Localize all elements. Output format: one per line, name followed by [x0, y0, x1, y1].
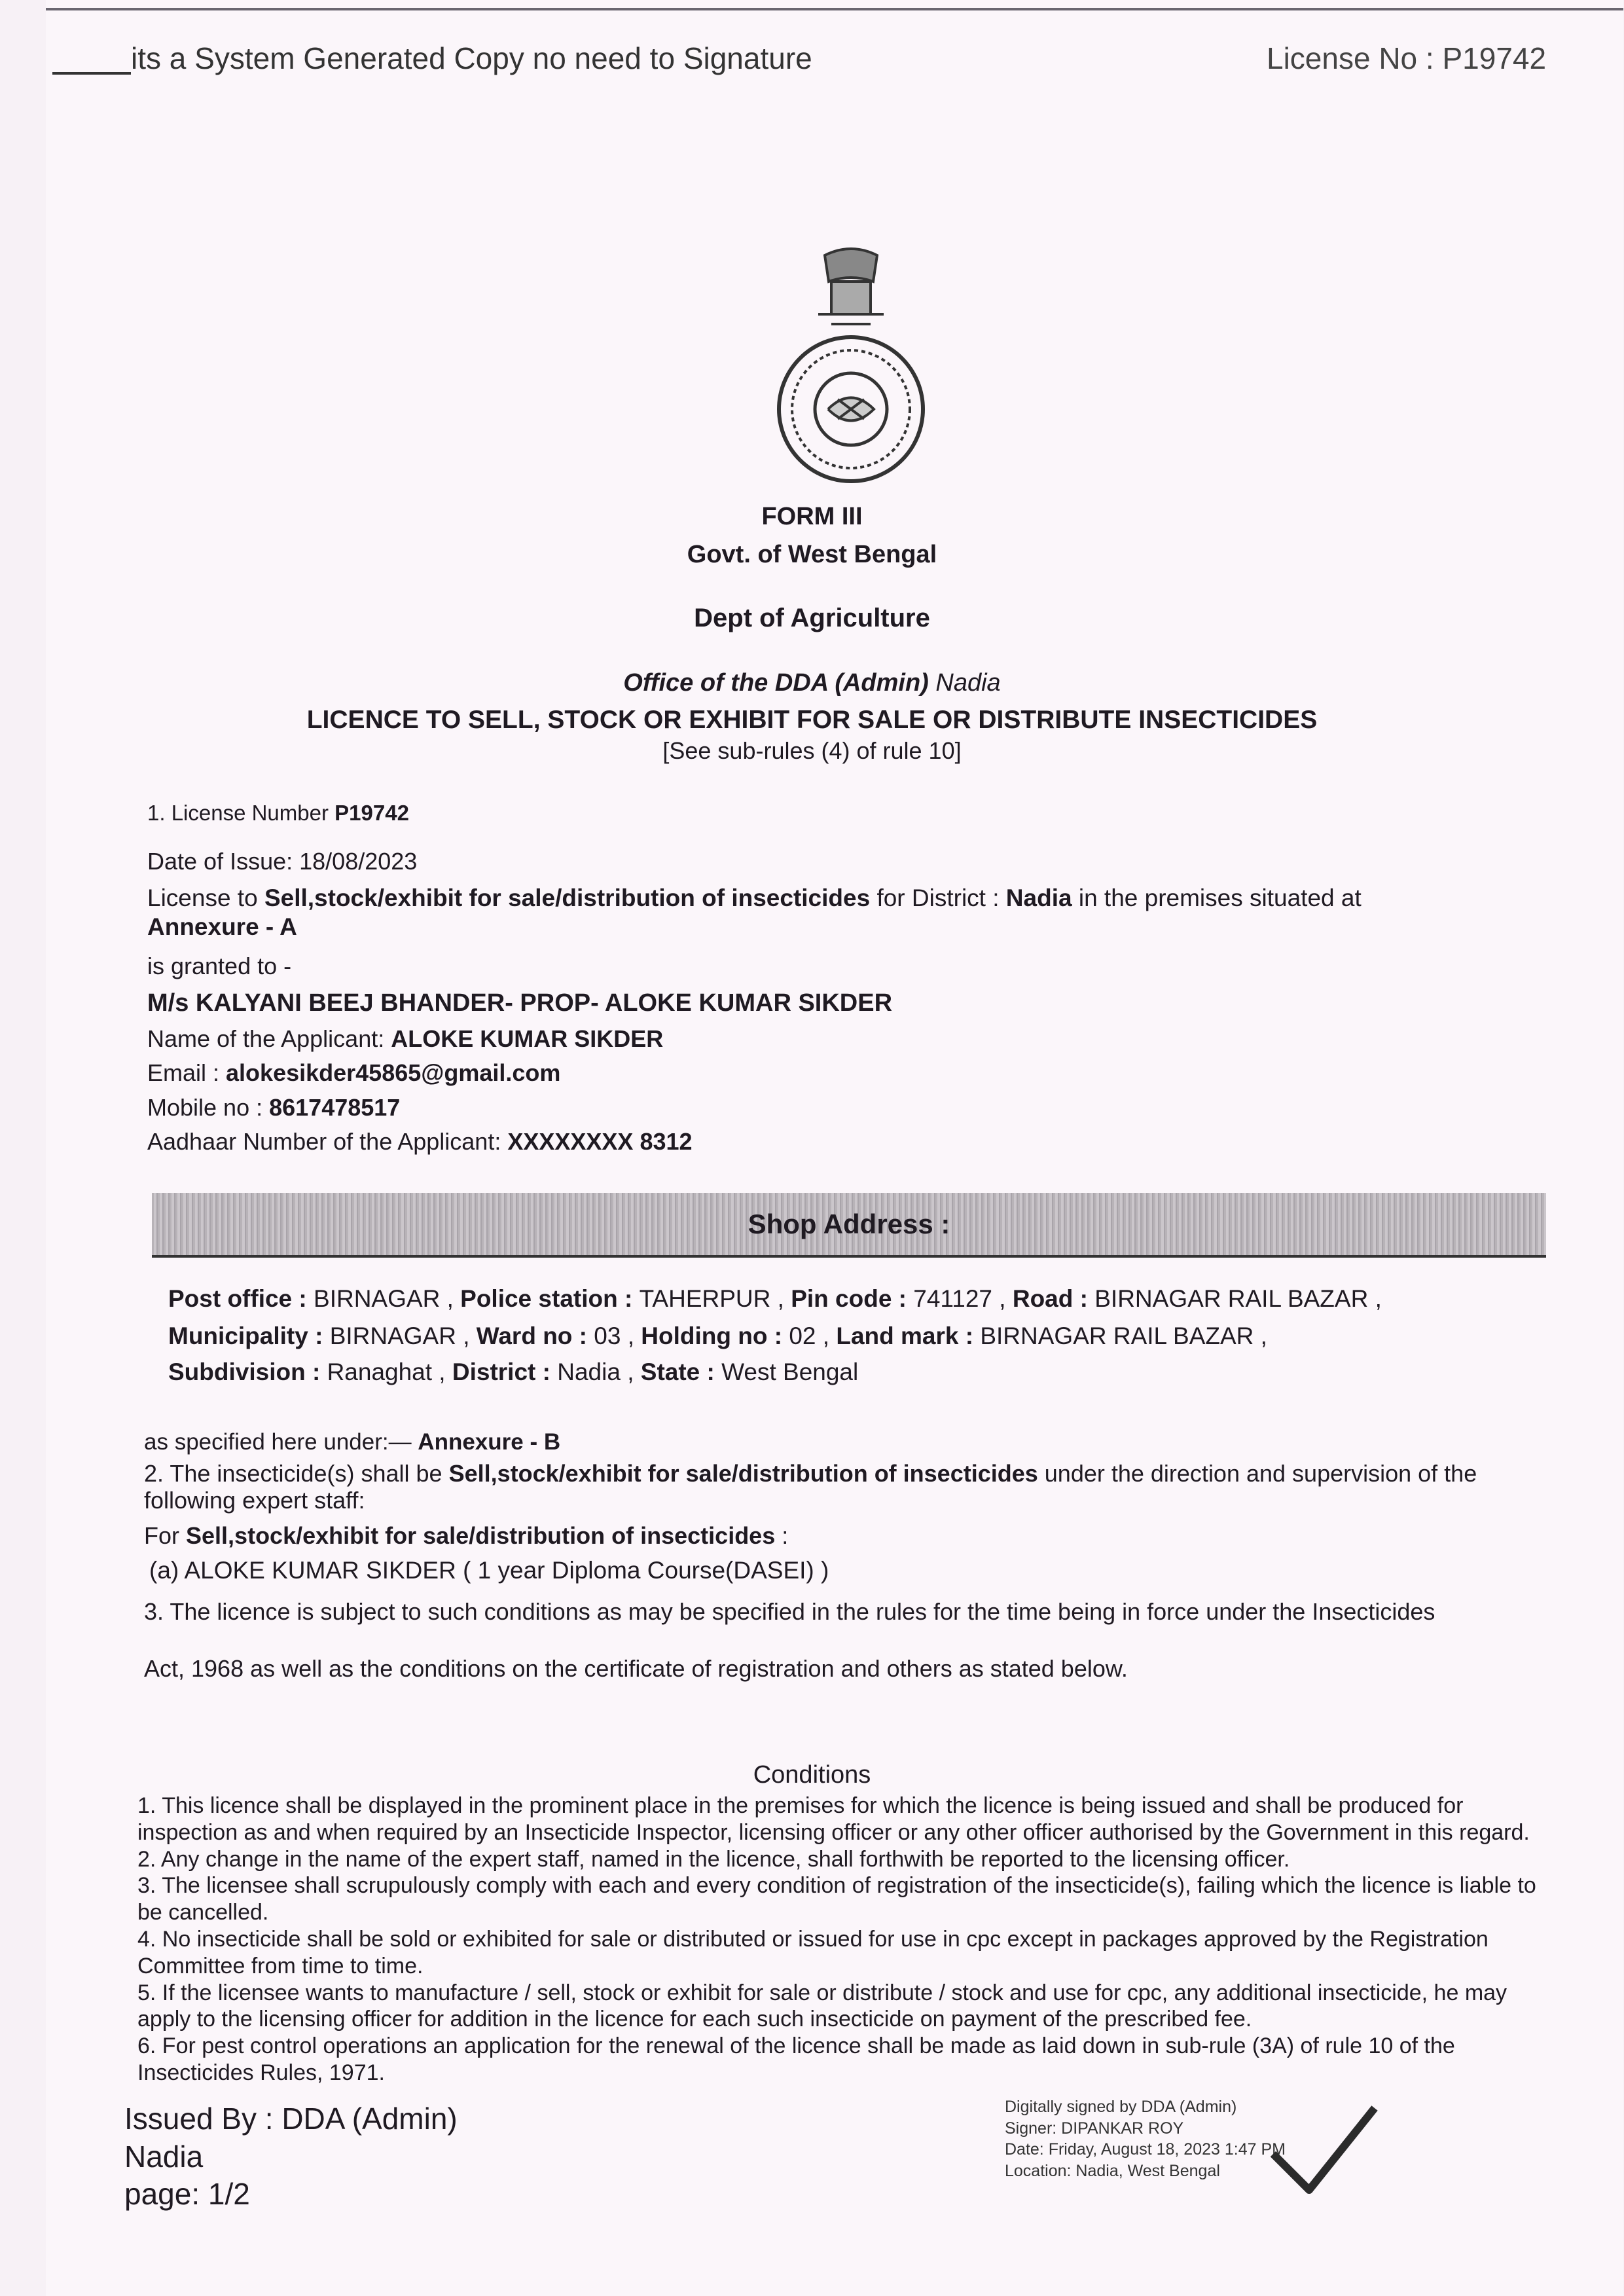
margin-dash: [52, 72, 131, 75]
conditions-title: Conditions: [753, 1761, 871, 1789]
for-activity-line: [144, 1522, 788, 1550]
subrule-ref: [See sub-rules (4) of rule 10]: [662, 737, 962, 764]
govt-name: Govt. of West Bengal: [687, 541, 937, 568]
police-label: Police station :: [460, 1285, 640, 1312]
condition-item: 1. This licence shall be displayed in the prominent place in the premises for which the licence is being issued and shall be produced for inspection as and when required by an Insecticide Inspector, licensing officer or any other officer authorised by the Government in this regard.: [137, 1793, 1530, 1845]
firm-name: [147, 989, 892, 1019]
address-line-3: Subdivision : Ranaghat , District : Nadia , State : West Bengal: [168, 1358, 859, 1385]
ward-value: 03: [594, 1322, 621, 1349]
form-title: FORM III: [761, 503, 863, 530]
clause-2-activity: Sell,stock/exhibit for sale/distribution of insecticides: [448, 1460, 1038, 1487]
condition-item: 2. Any change in the name of the expert staff, named in the licence, shall forthwith be reported to the licensing officer.: [137, 1846, 1290, 1872]
post-office-label: Post office :: [168, 1285, 314, 1312]
license-activity: Sell,stock/exhibit for sale/distribution of insecticides: [264, 884, 871, 911]
clause-2-prefix: 2. The insecticide(s) shall be: [144, 1460, 449, 1487]
pin-label: Pin code :: [791, 1285, 914, 1312]
landmark-value: BIRNAGAR RAIL BAZAR: [980, 1322, 1254, 1349]
premises-suffix: in the premises situated at: [1072, 884, 1362, 911]
district-label: District :: [452, 1358, 558, 1385]
specified-text: as specified here under:—: [144, 1429, 418, 1455]
issued-by: Issued By : DDA (Admin): [124, 2102, 458, 2136]
email-value: alokesikder45865@gmail.com: [226, 1059, 561, 1086]
clause-2-suffix: under the direction and supervision of the following expert staff:: [144, 1460, 1477, 1514]
signed-by: Digitally signed by DDA (Admin): [1005, 2098, 1237, 2116]
license-number-line: [147, 800, 409, 826]
signature-location: Location: Nadia, West Bengal: [1005, 2161, 1220, 2180]
header-license-label: License No :: [1267, 41, 1443, 75]
holding-label: Holding no :: [641, 1322, 789, 1349]
shop-address-title: Shop Address :: [748, 1209, 950, 1239]
pin-value: 741127: [913, 1285, 993, 1312]
license-number-label: 1. License Number: [147, 801, 335, 825]
aadhaar-value: XXXXXXXX 8312: [507, 1128, 693, 1155]
condition-item: 6. For pest control operations an application for the renewal of the licence shall be made as laid down in sub-rule (3A) of rule 10 of the Insecticides Rules, 1971.: [137, 2033, 1455, 2085]
for-suffix: :: [775, 1522, 789, 1549]
state-value: West Bengal: [721, 1358, 859, 1385]
landmark-label: Land mark :: [836, 1322, 981, 1349]
licence-title: LICENCE TO SELL, STOCK OR EXHIBIT FOR SALE OR DISTRIBUTE INSECTICIDES: [306, 706, 1318, 734]
subdivision-label: Subdivision :: [168, 1358, 327, 1385]
post-office-value: BIRNAGAR: [314, 1285, 441, 1312]
mobile-label: Mobile no :: [147, 1094, 270, 1121]
applicant-line: [147, 1025, 663, 1053]
condition-item: 3. The licensee shall scrupulously comply with each and every condition of registration of the insecticide(s), failing which the licence is liable to be cancelled.: [137, 1873, 1536, 1925]
license-to-line: [147, 884, 1522, 942]
date-value: 18/08/2023: [299, 848, 418, 875]
date-label: Date of Issue:: [147, 848, 300, 875]
header-license-no: [1267, 41, 1546, 76]
granted-to: is granted to -: [147, 953, 292, 979]
conditions-list: [137, 1793, 1545, 2086]
for-prefix: For: [144, 1522, 187, 1549]
road-value: BIRNAGAR RAIL BAZAR: [1094, 1285, 1369, 1312]
license-to-prefix: License to: [147, 884, 264, 911]
license-district: Nadia: [1005, 884, 1072, 911]
ward-label: Ward no :: [476, 1322, 594, 1349]
issued-block: [124, 2100, 458, 2214]
condition-item: 5. If the licensee wants to manufacture / sell, stock or exhibit for sale or distribute / stock and use for cpc, any additional insecticide, he may apply to the licensing officer for addition in the licence for each such insecticide on payment of the prescribed fee.: [137, 1980, 1507, 2032]
clause-3: 3. The licence is subject to such conditions as may be specified in the rules for the time being in force under the Insecticides: [144, 1598, 1435, 1625]
signer: Signer: DIPANKAR ROY: [1005, 2119, 1184, 2138]
date-line: [147, 847, 417, 875]
specified-line: [144, 1429, 560, 1455]
govt-emblem-icon: [740, 242, 962, 484]
office-name: Office of the DDA (Admin): [623, 669, 929, 697]
aadhaar-label: Aadhaar Number of the Applicant:: [147, 1128, 508, 1155]
top-border: [46, 8, 1623, 10]
aadhaar-line: [147, 1127, 693, 1156]
mobile-line: [147, 1093, 400, 1121]
applicant-name: ALOKE KUMAR SIKDER: [391, 1025, 664, 1052]
condition-item: 4. No insecticide shall be sold or exhibited for sale or distributed or issued for use in cpc except in packages approved by the Registration Committee from time to time.: [137, 1926, 1489, 1978]
holding-value: 02: [789, 1322, 816, 1349]
state-label: State :: [640, 1358, 722, 1385]
page-number: page: 1/2: [124, 2177, 250, 2211]
police-value: TAHERPUR: [639, 1285, 771, 1312]
checkmark-icon: [1263, 2102, 1381, 2200]
office-line: [0, 669, 1624, 697]
license-number-value: P19742: [334, 801, 409, 825]
annexure-b: Annexure - B: [418, 1429, 561, 1455]
municipality-label: Municipality :: [168, 1322, 330, 1349]
mobile-value: 8617478517: [269, 1094, 401, 1121]
applicant-label: Name of the Applicant:: [147, 1025, 391, 1052]
road-label: Road :: [1012, 1285, 1095, 1312]
municipality-value: BIRNAGAR: [329, 1322, 456, 1349]
dept-name: Dept of Agriculture: [694, 604, 930, 632]
address-line-1: Post office : BIRNAGAR , Police station : TAHERPUR , Pin code : 741127 , Road : BIRNAGAR RAIL BAZAR ,: [168, 1285, 1382, 1312]
shop-address-bar: [152, 1193, 1546, 1258]
issued-place: Nadia: [124, 2139, 204, 2174]
digital-signature: [1005, 2096, 1286, 2181]
expert-staff: (a) ALOKE KUMAR SIKDER ( 1 year Diploma Course(DASEI) ): [149, 1557, 829, 1584]
firm-name-value: M/s KALYANI BEEJ BHANDER- PROP- ALOKE KUMAR SIKDER: [147, 989, 893, 1017]
clause-3-cont: Act, 1968 as well as the conditions on the certificate of registration and others as stated below.: [144, 1655, 1128, 1682]
signature-date: Date: Friday, August 18, 2023 1:47 PM: [1005, 2140, 1286, 2159]
subdivision-value: Ranaghat: [327, 1358, 433, 1385]
annexure-a: Annexure - A: [147, 913, 297, 941]
clause-2: [144, 1460, 1532, 1514]
district-value: Nadia: [557, 1358, 621, 1385]
office-place: Nadia: [935, 669, 1001, 697]
header-license-value: P19742: [1442, 41, 1547, 75]
for-activity: Sell,stock/exhibit for sale/distribution of insecticides: [186, 1522, 776, 1549]
district-prefix: for District :: [870, 884, 1006, 911]
email-line: [147, 1059, 560, 1087]
system-copy-note: its a System Generated Copy no need to Signature: [131, 41, 812, 75]
address-line-2: Municipality : BIRNAGAR , Ward no : 03 , Holding no : 02 , Land mark : BIRNAGAR RAIL BAZAR ,: [168, 1322, 1267, 1349]
email-label: Email :: [147, 1059, 226, 1086]
